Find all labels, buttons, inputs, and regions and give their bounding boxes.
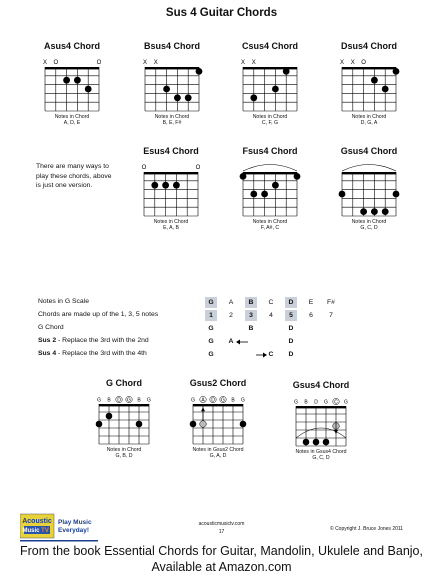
string-note-label: G bbox=[241, 397, 245, 404]
row-label-made-up: Chords are made up of the 1, 3, 5 notes bbox=[38, 311, 159, 318]
side-note: There are many ways to play these chords, above is just one version. bbox=[36, 163, 112, 189]
string-note-label: C bbox=[334, 399, 338, 406]
finger-dot bbox=[162, 182, 169, 189]
footer-website: acousticmusictv.com bbox=[198, 521, 245, 527]
string-note-label: D bbox=[117, 397, 121, 404]
chord-name: Fsus4 Chord bbox=[242, 146, 298, 156]
string-note-label: B bbox=[137, 397, 141, 404]
moved-finger-dot bbox=[200, 421, 207, 428]
finger-dot bbox=[371, 77, 378, 84]
scale-cell: 2 bbox=[229, 312, 233, 319]
chord-notes: Notes in Gsus4 Chord G, C, D bbox=[295, 449, 347, 462]
mute-mark: X bbox=[240, 60, 246, 66]
chord-notes: Notes in Gsus2 Chord G, A, D bbox=[192, 447, 244, 460]
scale-cell: 5 bbox=[285, 310, 297, 321]
chord-notes: Notes in Chord E, A, B bbox=[153, 219, 189, 232]
chord-diagram bbox=[238, 55, 302, 115]
scale-cell: D bbox=[288, 351, 294, 358]
scale-cell: D bbox=[288, 325, 294, 332]
chord-name: Asus4 Chord bbox=[43, 41, 100, 51]
string-note-label: G bbox=[191, 397, 195, 404]
string-note-label: B bbox=[304, 399, 308, 406]
scale-cell: G bbox=[208, 351, 214, 358]
mute-mark: X bbox=[251, 60, 256, 66]
finger-dot bbox=[174, 94, 181, 101]
chord-notes: Notes in Chord G, B, D bbox=[106, 447, 142, 460]
mute-mark: X bbox=[339, 60, 345, 66]
string-note-label: D bbox=[314, 399, 318, 406]
scale-cell: 3 bbox=[245, 310, 257, 321]
finger-dot bbox=[382, 86, 389, 93]
finger-dot bbox=[136, 421, 143, 428]
arrow-up-icon bbox=[201, 407, 205, 411]
scale-cell: 1 bbox=[205, 310, 217, 321]
string-note-label: B bbox=[231, 397, 235, 404]
finger-dot bbox=[151, 182, 158, 189]
finger-dot bbox=[272, 86, 279, 93]
finger-dot bbox=[393, 191, 400, 198]
chord-name: Bsus4 Chord bbox=[143, 41, 200, 51]
chord-name: G Chord bbox=[106, 378, 142, 388]
arrow-icon bbox=[236, 340, 240, 345]
finger-dot bbox=[85, 86, 92, 93]
chord-name: Gsus4 Chord bbox=[292, 380, 350, 390]
chord-name: Dsus4 Chord bbox=[340, 41, 397, 51]
scale-cell: 4 bbox=[269, 312, 273, 319]
finger-dot bbox=[163, 86, 170, 93]
chord-diagram bbox=[288, 392, 354, 452]
scale-cell: C bbox=[268, 351, 274, 358]
scale-cell: 6 bbox=[309, 312, 313, 319]
open-mark: O bbox=[53, 60, 59, 66]
chord-diagram bbox=[337, 160, 401, 220]
svg-text:Play Music: Play Music bbox=[58, 519, 92, 526]
finger-dot bbox=[240, 421, 247, 428]
finger-dot bbox=[173, 182, 180, 189]
chord-name: Esus4 Chord bbox=[143, 146, 199, 156]
finger-dot bbox=[382, 208, 389, 215]
mute-mark: X bbox=[42, 60, 48, 66]
finger-dot bbox=[63, 77, 70, 84]
finger-dot bbox=[250, 94, 257, 101]
chord-diagram bbox=[139, 160, 203, 220]
open-mark: O bbox=[195, 165, 201, 171]
row-label-sus4: Sus 4 - Replace the 3rd with the 4th bbox=[38, 350, 147, 357]
svg-text:TV: TV bbox=[41, 528, 49, 534]
string-note-label: G bbox=[324, 399, 328, 406]
finger-dot bbox=[106, 413, 113, 420]
scale-cell: B bbox=[248, 325, 254, 332]
chord-notes: Notes in Chord B, E, F# bbox=[154, 114, 190, 127]
page-number: 17 bbox=[218, 529, 225, 535]
finger-dot bbox=[250, 191, 257, 198]
scale-cell: C bbox=[268, 299, 274, 306]
scale-cell: D bbox=[288, 338, 294, 345]
finger-dot bbox=[360, 208, 367, 215]
finger-dot bbox=[185, 94, 192, 101]
chord-notes: Notes in Chord C, F, G bbox=[252, 114, 288, 127]
chord-name: Csus4 Chord bbox=[241, 41, 298, 51]
finger-dot bbox=[74, 77, 81, 84]
string-note-label: G bbox=[344, 399, 348, 406]
scale-cell: D bbox=[285, 297, 297, 308]
chord-notes: Notes in Chord D, G, A bbox=[351, 114, 387, 127]
string-note-label: G bbox=[127, 397, 131, 404]
finger-dot bbox=[272, 182, 279, 189]
scale-cell: B bbox=[245, 297, 257, 308]
open-mark: O bbox=[361, 60, 366, 66]
finger-dot bbox=[190, 421, 197, 428]
finger-dot bbox=[303, 439, 310, 446]
chord-diagram bbox=[238, 160, 302, 220]
chord-notes: Notes in Chord A, D, E bbox=[54, 114, 90, 127]
scale-cell: G bbox=[208, 325, 214, 332]
row-label-g-chord: G Chord bbox=[38, 324, 64, 331]
finger-dot bbox=[283, 68, 290, 75]
scale-cell: A bbox=[228, 299, 234, 306]
finger-dot bbox=[393, 68, 400, 75]
finger-dot bbox=[323, 439, 330, 446]
row-label-notes: Notes in G Scale bbox=[38, 298, 89, 305]
svg-text:Music: Music bbox=[22, 528, 40, 534]
page-title: Sus 4 Guitar Chords bbox=[165, 7, 278, 19]
svg-text:Acoustic: Acoustic bbox=[22, 518, 52, 525]
scale-cell: F# bbox=[327, 299, 335, 306]
open-mark: O bbox=[96, 60, 102, 66]
finger-dot bbox=[313, 439, 320, 446]
chord-notes: Notes in Chord F, A#, C bbox=[252, 219, 288, 232]
mute-mark: X bbox=[142, 60, 148, 66]
mute-mark: X bbox=[153, 60, 158, 66]
scale-cell: G bbox=[205, 297, 217, 308]
chord-name: Gsus2 Chord bbox=[189, 378, 247, 388]
finger-dot bbox=[371, 208, 378, 215]
chord-notes: Notes in Chord G, C, D bbox=[351, 219, 387, 232]
copyright: © Copyright J. Bruce Jones 2011 bbox=[330, 526, 404, 532]
finger-dot bbox=[240, 173, 247, 180]
chord-diagram bbox=[91, 390, 157, 450]
svg-text:Everyday!: Everyday! bbox=[58, 527, 90, 534]
book-caption: From the book Essential Chords for Guitar, Mandolin, Ukulele and Banjo, Available at Amazon.com bbox=[20, 544, 423, 574]
string-note-label: B bbox=[107, 397, 111, 404]
finger-dot bbox=[261, 191, 268, 198]
chord-diagram bbox=[140, 55, 204, 115]
scale-cell: E bbox=[308, 299, 314, 306]
finger-dot bbox=[294, 173, 301, 180]
chord-diagram bbox=[40, 55, 104, 115]
string-note-label: G bbox=[294, 399, 298, 406]
open-mark: O bbox=[141, 165, 147, 171]
string-note-label: A bbox=[201, 397, 205, 404]
finger-dot bbox=[339, 191, 346, 198]
string-note-label: G bbox=[221, 397, 225, 404]
chord-name: Gsus4 Chord bbox=[340, 146, 398, 156]
scale-cell: 7 bbox=[329, 312, 333, 319]
chord-diagram bbox=[185, 390, 251, 450]
string-note-label: D bbox=[211, 397, 215, 404]
finger-dot bbox=[96, 421, 103, 428]
string-note-label: G bbox=[147, 397, 151, 404]
string-note-label: G bbox=[97, 397, 101, 404]
row-label-sus2: Sus 2 - Replace the 3rd with the 2nd bbox=[38, 337, 149, 344]
chord-diagram bbox=[337, 55, 401, 115]
scale-cell: G bbox=[208, 338, 214, 345]
finger-dot bbox=[196, 68, 203, 75]
scale-cell: A bbox=[228, 338, 234, 345]
mute-mark: X bbox=[350, 60, 355, 66]
arrow-icon bbox=[263, 353, 267, 358]
